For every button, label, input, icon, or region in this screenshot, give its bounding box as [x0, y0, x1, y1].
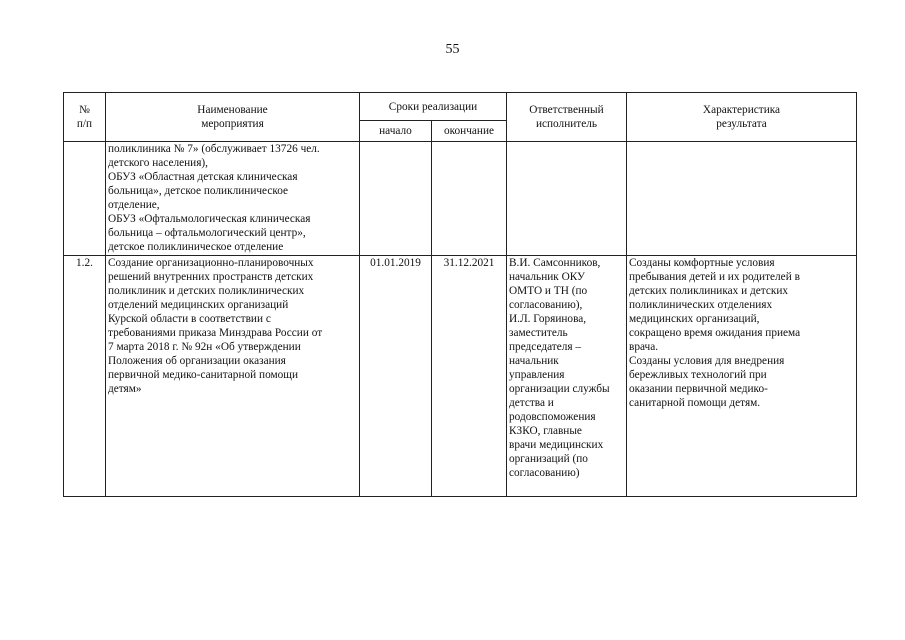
header-name: Наименование мероприятия — [106, 93, 360, 142]
row-start — [360, 142, 432, 256]
header-num: № п/п — [64, 93, 106, 142]
page-number: 55 — [445, 42, 460, 57]
row-num: 1.2. — [64, 256, 106, 497]
row-name: Создание организационно-планировочных решений внутренних пространств детских поликлиник и детских поликлинических отделений медицинских организаций Курской области в соответствии с требованиями приказа Минздрава России от 7 марта 2018 г. № 92н «Об утверждении Положения об организации оказания первичной медико-санитарной помощи детям» — [106, 256, 360, 497]
table-row — [64, 256, 857, 497]
row-responsible — [507, 142, 627, 256]
activities-table — [63, 92, 857, 497]
row-end — [432, 142, 507, 256]
row-result — [627, 142, 857, 256]
row-start: 01.01.2019 — [360, 256, 432, 497]
table-row — [64, 142, 857, 256]
header-result: Характеристика результата — [627, 93, 857, 142]
header-responsible: Ответственный исполнитель — [507, 93, 627, 142]
header-period: Сроки реализации — [360, 93, 507, 121]
row-num — [64, 142, 106, 256]
row-result: Созданы комфортные условия пребывания детей и их родителей в детских поликлиниках и детских поликлинических отделениях медицинских организаций, сокращено время ожидания приема врача. Созданы условия для внедрения бережливых технологий при оказании первичной медико- санитарной помощи детям. — [627, 256, 857, 497]
row-name: поликлиника № 7» (обслуживает 13726 чел. детского населения), ОБУЗ «Областная детская клиническая больница», детское поликлиническое отделение, ОБУЗ «Офтальмологическая клиническая больница – офтальмологический центр», детское поликлиническое отделение — [106, 142, 360, 256]
row-responsible: В.И. Самсонников, начальник ОКУ ОМТО и ТН (по согласованию), И.Л. Горяинова, заместитель председателя – начальник управления организации службы детства и родовспоможения КЗКО, главные врачи медицинских организаций (по согласованию) — [507, 256, 627, 497]
header-end: окончание — [432, 121, 507, 142]
row-end: 31.12.2021 — [432, 256, 507, 497]
header-start: начало — [360, 121, 432, 142]
